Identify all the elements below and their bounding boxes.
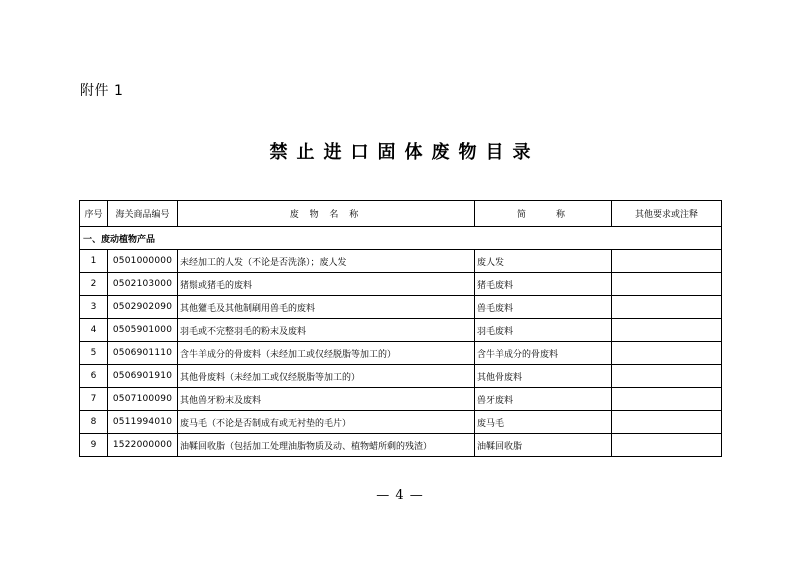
cell-short-name: 其他骨废料: [475, 365, 612, 388]
header-waste-name: 废 物 名 称: [178, 201, 475, 227]
table-row: [80, 296, 722, 319]
table-row: [80, 273, 722, 296]
cell-customs-code: 0501000000: [108, 250, 178, 273]
cell-waste-name: 含牛羊成分的骨废料（未经加工或仅经脱脂等加工的）: [178, 342, 475, 365]
table-row: [80, 434, 722, 457]
cell-serial-no: 7: [80, 388, 108, 411]
attachment-label: 附件 1: [80, 83, 124, 99]
cell-serial-no: 5: [80, 342, 108, 365]
cell-notes: [612, 296, 722, 319]
cell-customs-code: 0511994010: [108, 411, 178, 434]
cell-waste-name: 废马毛（不论是否制成有或无衬垫的毛片）: [178, 411, 475, 434]
table-row: [80, 319, 722, 342]
cell-short-name: 废人发: [475, 250, 612, 273]
cell-customs-code: 1522000000: [108, 434, 178, 457]
header-notes: 其他要求或注释: [612, 201, 722, 227]
cell-notes: [612, 342, 722, 365]
table-row: [80, 342, 722, 365]
cell-waste-name: 猪鬃或猪毛的废料: [178, 273, 475, 296]
table-row: [80, 388, 722, 411]
cell-waste-name: 油鞣回收脂（包括加工处理油脂物质及动、植物蜡所剩的残渣）: [178, 434, 475, 457]
cell-short-name: 兽毛废料: [475, 296, 612, 319]
cell-customs-code: 0502902090: [108, 296, 178, 319]
cell-waste-name: 其他兽牙粉末及废料: [178, 388, 475, 411]
header-short-name: 简 称: [475, 201, 612, 227]
cell-waste-name: 其他獾毛及其他制刷用兽毛的废料: [178, 296, 475, 319]
cell-serial-no: 6: [80, 365, 108, 388]
header-customs-code: 海关商品编号: [108, 201, 178, 227]
cell-customs-code: 0502103000: [108, 273, 178, 296]
header-serial-no: 序号: [80, 201, 108, 227]
document-title: 禁止进口固体废物目录: [269, 142, 540, 163]
cell-short-name: 羽毛废料: [475, 319, 612, 342]
cell-notes: [612, 434, 722, 457]
cell-serial-no: 4: [80, 319, 108, 342]
cell-notes: [612, 250, 722, 273]
section-title: 一、废动植物产品: [80, 227, 722, 250]
cell-notes: [612, 365, 722, 388]
cell-waste-name: 未经加工的人发（不论是否洗涤）；废人发: [178, 250, 475, 273]
waste-catalog-table: [79, 200, 722, 457]
cell-short-name: 废马毛: [475, 411, 612, 434]
cell-short-name: 含牛羊成分的骨废料: [475, 342, 612, 365]
section-row: [80, 227, 722, 250]
cell-serial-no: 8: [80, 411, 108, 434]
cell-notes: [612, 319, 722, 342]
cell-short-name: 油鞣回收脂: [475, 434, 612, 457]
cell-customs-code: 0507100090: [108, 388, 178, 411]
cell-customs-code: 0506901110: [108, 342, 178, 365]
cell-waste-name: 其他骨废料（未经加工或仅经脱脂等加工的）: [178, 365, 475, 388]
cell-notes: [612, 388, 722, 411]
page-number: — 4 —: [376, 488, 424, 503]
cell-serial-no: 3: [80, 296, 108, 319]
cell-notes: [612, 273, 722, 296]
table-header-row: [80, 201, 722, 227]
cell-waste-name: 羽毛或不完整羽毛的粉末及废料: [178, 319, 475, 342]
cell-notes: [612, 411, 722, 434]
table-row: [80, 250, 722, 273]
cell-customs-code: 0506901910: [108, 365, 178, 388]
cell-short-name: 猪毛废料: [475, 273, 612, 296]
cell-serial-no: 9: [80, 434, 108, 457]
cell-serial-no: 1: [80, 250, 108, 273]
table-row: [80, 411, 722, 434]
cell-short-name: 兽牙废料: [475, 388, 612, 411]
cell-serial-no: 2: [80, 273, 108, 296]
cell-customs-code: 0505901000: [108, 319, 178, 342]
table-row: [80, 365, 722, 388]
